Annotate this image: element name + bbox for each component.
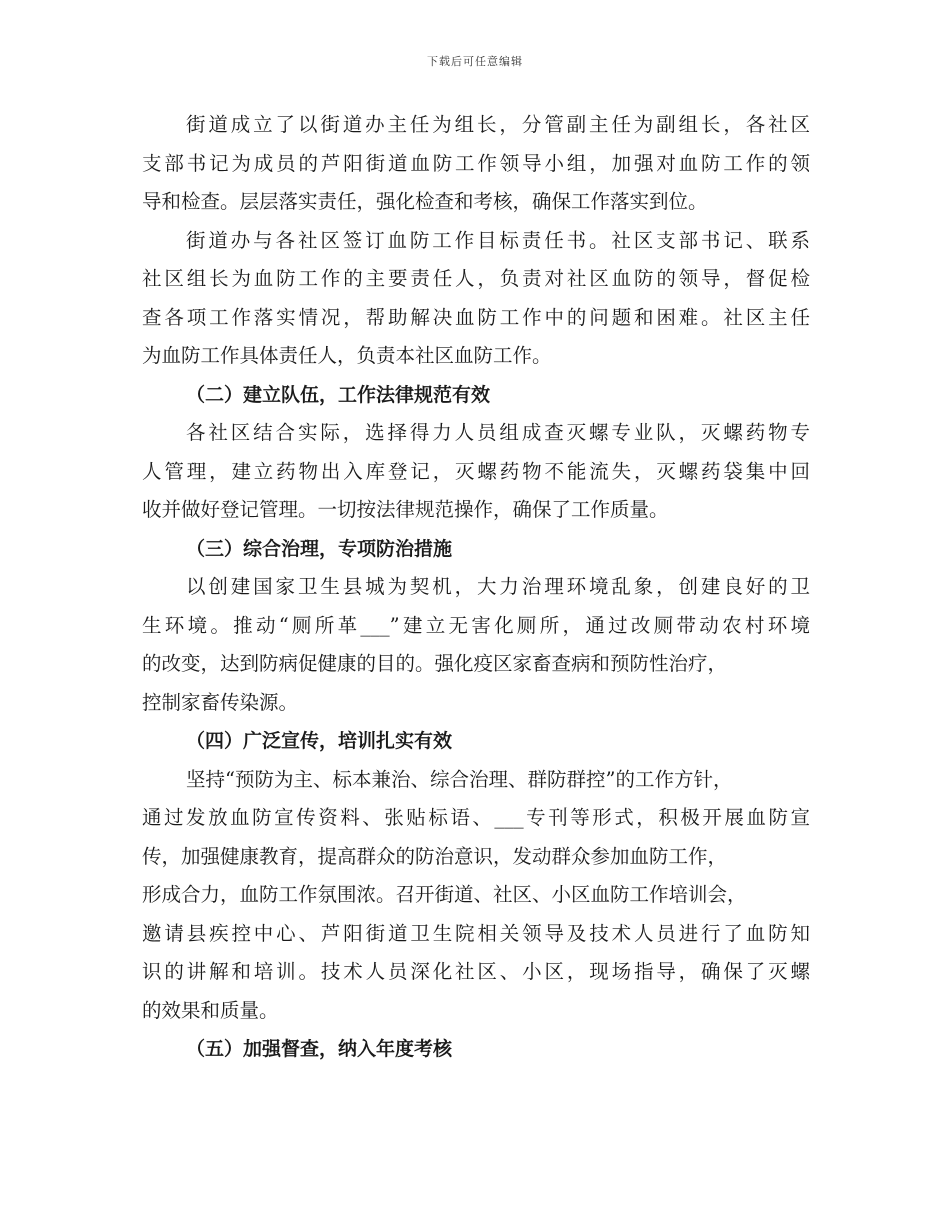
paragraph-line: 邀请县疾控中心、芦阳街道卫生院相关领导及技术人员进行了血防知 [142,921,810,945]
paragraph-line: 形成合力，血防工作氛围浓。召开街道、社区、小区血防工作培训会， [142,883,747,906]
paragraph-line: 控制家畜传染源。 [142,690,299,714]
heading-text: （二）建立队伍，工作法律规范有效 [186,383,491,406]
paragraph-line: 的效果和质量。 [142,998,279,1022]
page-header-note: 下载后可任意编辑 [427,55,523,68]
paragraph-publicity [142,761,810,1031]
paragraph-leadership-group [142,106,810,222]
paragraph-line: 坚持“预防为主、标本兼治、综合治理、群防群控”的工作方针， [186,767,733,791]
paragraph-line: 识的讲解和培训。技术人员深化社区、小区，现场指导，确保了灭螺 [142,960,810,983]
document-body [142,106,810,1069]
paragraph-line: 为血防工作具体责任人，负责本社区血防工作。 [142,344,552,367]
heading-text: （三）综合治理，专项防治措施 [186,537,453,560]
paragraph-responsibility [142,222,810,376]
paragraph-environment [142,568,810,722]
heading-text: （五）加强督查，纳入年度考核 [186,1038,453,1060]
section-heading-4 [142,722,810,761]
paragraph-line: 以创建国家卫生县城为契机，大力治理环境乱象，创建良好的卫 [186,575,810,598]
paragraph-line: 生环境。推动“厕所革___”建立无害化厕所，通过改厕带动农村环境 [142,613,810,637]
paragraph-line: 社区组长为血防工作的主要责任人，负责对社区血防的领导，督促检 [142,267,810,290]
paragraph-line: 收并做好登记管理。一切按法律规范操作，确保了工作质量。 [142,498,669,521]
paragraph-line: 传，加强健康教育，提高群众的防治意识，发动群众参加血防工作， [142,844,728,868]
heading-text: （四）广泛宣传，培训扎实有效 [186,730,453,752]
paragraph-line: 的改变，达到防病促健康的目的。强化疫区家畜查病和预防性治疗， [142,652,728,675]
paragraph-line: 各社区结合实际，选择得力人员组成查灭螺专业队，灭螺药物专 [186,421,810,444]
paragraph-line: 街道办与各社区签订血防工作目标责任书。社区支部书记、联系 [186,228,810,252]
paragraph-line: 查各项工作落实情况，帮助解决血防工作中的问题和困难。社区主任 [142,305,810,329]
paragraph-line: 街道成立了以街道办主任为组长，分管副主任为副组长，各社区 [186,113,810,136]
paragraph-line: 人管理，建立药物出入库登记，灭螺药物不能流失，灭螺药袋集中回 [142,459,810,483]
section-heading-5 [142,1030,810,1069]
section-heading-3 [142,530,810,569]
paragraph-line: 导和检查。层层落实责任，强化检查和考核，确保工作落实到位。 [142,190,708,213]
paragraph-line: 支部书记为成员的芦阳街道血防工作领导小组，加强对血防工作的领 [142,151,810,175]
paragraph-team [142,414,810,530]
paragraph-line: 通过发放血防宣传资料、张贴标语、___专刊等形式，积极开展血防宣 [142,806,810,829]
section-heading-2 [142,376,810,415]
